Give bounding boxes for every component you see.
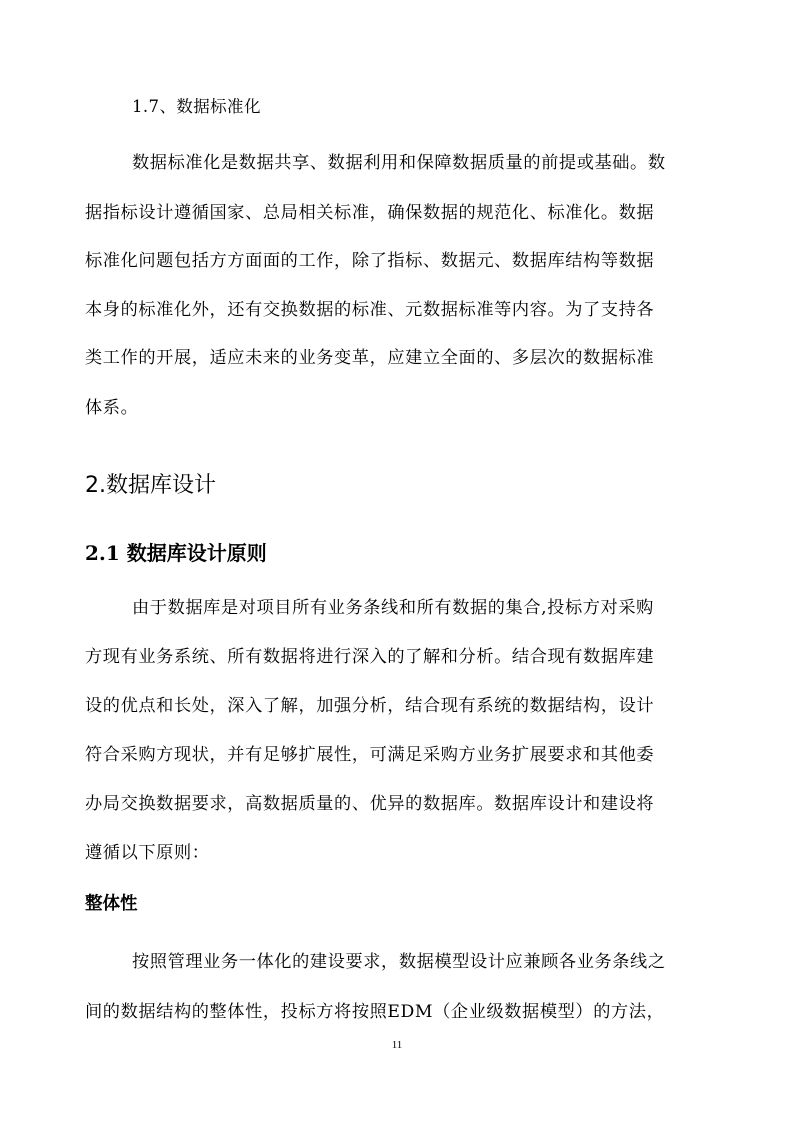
paragraph-line: 类工作的开展，适应未来的业务变革，应建立全面的、多层次的数据标准 bbox=[85, 348, 655, 368]
subsection-heading-integrity: 整体性 bbox=[85, 894, 138, 914]
section-heading-2: 2.数据库设计 bbox=[85, 473, 216, 498]
page-number: 11 bbox=[391, 1039, 403, 1051]
section-heading-2-1: 2.1 数据库设计原则 bbox=[85, 541, 267, 565]
paragraph-line: 间的数据结构的整体性，投标方将按照EDM（企业级数据模型）的方法， bbox=[85, 1002, 665, 1022]
paragraph-line: 本身的标准化外，还有交换数据的标准、元数据标准等内容。为了支持各 bbox=[85, 300, 655, 320]
paragraph-line: 方现有业务系统、所有数据将进行深入的了解和分析。结合现有数据库建 bbox=[85, 647, 655, 667]
paragraph-line: 办局交换数据要求，高数据质量的、优异的数据库。数据库设计和建设将 bbox=[85, 794, 655, 814]
paragraph-line: 体系。 bbox=[85, 398, 139, 418]
paragraph-line: 按照管理业务一体化的建设要求，数据模型设计应兼顾各业务条线之 bbox=[132, 952, 666, 972]
paragraph-line: 遵循以下原则： bbox=[85, 843, 210, 863]
paragraph-line: 数据标准化是数据共享、数据利用和保障数据质量的前提或基础。数 bbox=[132, 153, 666, 173]
paragraph-line: 由于数据库是对项目所有业务条线和所有数据的集合,投标方对采购 bbox=[132, 598, 654, 618]
section-heading-1-7: 1.7、数据标准化 bbox=[132, 97, 261, 116]
paragraph-line: 设的优点和长处，深入了解，加强分析，结合现有系统的数据结构，设计 bbox=[85, 696, 655, 716]
paragraph-line: 据指标设计遵循国家、总局相关标准，确保数据的规范化、标准化。数据 bbox=[85, 203, 655, 223]
paragraph-line: 标准化问题包括方方面面的工作，除了指标、数据元、数据库结构等数据 bbox=[85, 251, 655, 271]
paragraph-line: 符合采购方现状，并有足够扩展性，可满足采购方业务扩展要求和其他委 bbox=[85, 745, 655, 765]
